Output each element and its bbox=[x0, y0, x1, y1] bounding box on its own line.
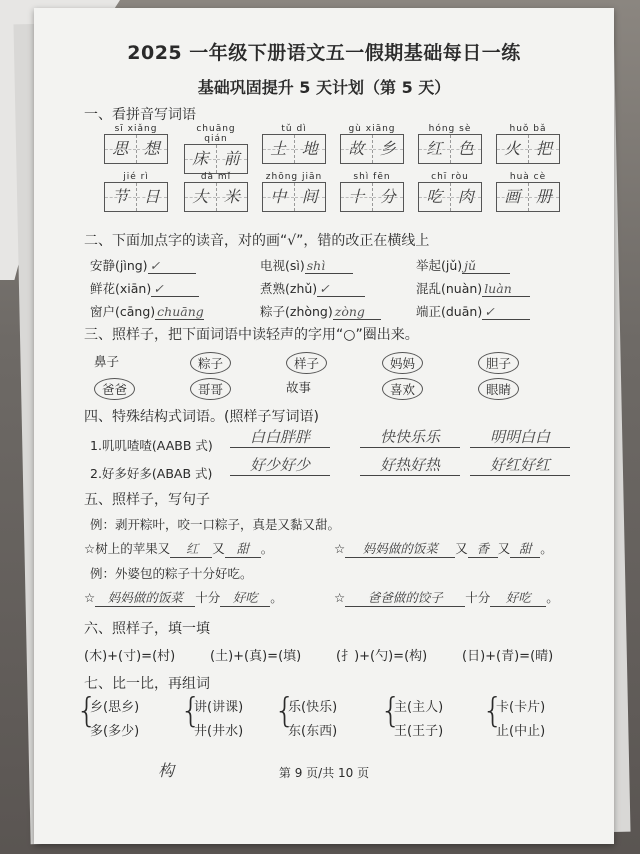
pinyin-label: chī ròu bbox=[431, 172, 469, 182]
reading-question: 鲜花(xiān) bbox=[90, 281, 152, 296]
s5-blank[interactable]: 甜 bbox=[510, 539, 540, 558]
reading-answer[interactable]: ✓ bbox=[151, 281, 199, 297]
writing-box[interactable] bbox=[496, 182, 560, 212]
character-cell[interactable]: 肉 bbox=[450, 183, 482, 211]
compare-word[interactable]: 东(东西) bbox=[288, 724, 338, 739]
word-option[interactable]: 爸爸 bbox=[94, 378, 135, 400]
pinyin-label: hóng sè bbox=[428, 124, 472, 134]
s5-blank[interactable]: 爸爸做的饺子 bbox=[345, 588, 465, 607]
pinyin-item bbox=[496, 172, 560, 212]
pinyin-item bbox=[418, 172, 482, 212]
reading-item bbox=[90, 302, 204, 320]
reading-question: 混乱(nuàn) bbox=[416, 281, 483, 296]
writing-box[interactable] bbox=[418, 134, 482, 164]
pinyin-item bbox=[104, 172, 168, 212]
pinyin-item bbox=[184, 172, 248, 212]
character-cell[interactable]: 思 bbox=[105, 135, 136, 163]
section7-heading: 七、比一比，再组词 bbox=[84, 676, 210, 692]
pinyin-item bbox=[418, 124, 482, 164]
s5-sentence-4: ☆ 爸爸做的饺子 十分 好吃 。 bbox=[334, 590, 559, 605]
character-cell[interactable]: 画 bbox=[497, 183, 528, 211]
worksheet-page bbox=[34, 8, 614, 844]
writing-box[interactable] bbox=[104, 182, 168, 212]
pinyin-label: huà cè bbox=[509, 172, 547, 182]
page-title: 2025 一年级下册语文五一假期基础每日一练 bbox=[127, 42, 521, 64]
s6-item: (木)+(寸)=(村) bbox=[84, 649, 176, 664]
word-option[interactable]: 粽子 bbox=[190, 352, 231, 374]
pinyin-label: tǔ dì bbox=[281, 124, 307, 134]
brace-glyph: { bbox=[76, 691, 98, 731]
writing-box[interactable] bbox=[418, 182, 482, 212]
reading-item bbox=[416, 256, 510, 274]
pinyin-label: dà mǐ bbox=[200, 172, 232, 182]
character-cell[interactable]: 十 bbox=[341, 183, 372, 211]
s5-blank[interactable]: 红 bbox=[170, 539, 212, 558]
pinyin-item bbox=[262, 172, 326, 212]
pinyin-label: sī xiǎng bbox=[114, 124, 158, 134]
reading-answer[interactable]: ✓ bbox=[482, 304, 530, 320]
word-option[interactable]: 眼睛 bbox=[478, 378, 519, 400]
s4-answer[interactable]: 快快乐乐 bbox=[360, 426, 460, 448]
s4-answer[interactable]: 白白胖胖 bbox=[230, 426, 330, 448]
s4-q2-label: 2.好多好多(ABAB 式) bbox=[90, 466, 213, 481]
pinyin-item bbox=[262, 124, 326, 164]
s5-sentence-3: ☆ 妈妈做的饭菜 十分 好吃 。 bbox=[84, 590, 283, 605]
reading-question: 窗户(cāng) bbox=[90, 304, 156, 319]
compare-word[interactable]: 乐(快乐) bbox=[288, 700, 338, 715]
page-footer: 第 9 页/共 10 页 bbox=[278, 766, 370, 780]
word-option[interactable]: 胆子 bbox=[478, 352, 519, 374]
writing-box[interactable] bbox=[496, 134, 560, 164]
character-cell[interactable]: 中 bbox=[263, 183, 294, 211]
compare-word[interactable]: 井(井水) bbox=[194, 724, 244, 739]
reading-answer[interactable]: luàn bbox=[482, 281, 530, 297]
reading-question: 端正(duān) bbox=[416, 304, 483, 319]
s5-blank[interactable]: 妈妈做的饭菜 bbox=[95, 588, 195, 607]
character-cell[interactable]: 乡 bbox=[372, 135, 404, 163]
reading-question: 安静(jìng) bbox=[90, 258, 148, 273]
word-option[interactable]: 故事 bbox=[286, 380, 312, 395]
writing-box[interactable] bbox=[184, 182, 248, 212]
pinyin-label: huǒ bǎ bbox=[509, 124, 547, 134]
s6-item: (扌)+(勺)=(构) bbox=[336, 649, 428, 664]
reading-item bbox=[416, 302, 530, 320]
character-cell[interactable]: 间 bbox=[294, 183, 326, 211]
character-cell[interactable]: 把 bbox=[528, 135, 560, 163]
word-option[interactable]: 哥哥 bbox=[190, 378, 231, 400]
s5-blank[interactable]: 香 bbox=[468, 539, 498, 558]
compare-word[interactable]: 乡(思乡) bbox=[90, 700, 140, 715]
brace-glyph: { bbox=[274, 691, 296, 731]
character-cell[interactable]: 土 bbox=[263, 135, 294, 163]
writing-box[interactable] bbox=[262, 134, 326, 164]
character-cell[interactable]: 册 bbox=[528, 183, 560, 211]
character-cell[interactable]: 床 bbox=[185, 145, 216, 173]
character-cell[interactable]: 分 bbox=[372, 183, 404, 211]
section5-heading: 五、照样子，写句子 bbox=[84, 492, 210, 508]
character-cell[interactable]: 日 bbox=[136, 183, 168, 211]
compare-word[interactable]: 王(王子) bbox=[394, 724, 444, 739]
reading-answer[interactable]: ✓ bbox=[317, 281, 365, 297]
reading-question: 粽子(zhòng) bbox=[260, 304, 333, 319]
word-option[interactable]: 喜欢 bbox=[382, 378, 423, 400]
section2-heading: 二、下面加点字的读音，对的画“√”，错的改正在横线上 bbox=[84, 233, 430, 249]
character-cell[interactable]: 节 bbox=[105, 183, 136, 211]
compare-word[interactable]: 主(主人) bbox=[394, 700, 444, 715]
reading-answer[interactable]: chuāng bbox=[157, 304, 204, 319]
character-cell[interactable]: 色 bbox=[450, 135, 482, 163]
reading-item bbox=[260, 302, 381, 320]
scribble-text: 构 bbox=[158, 761, 175, 780]
section4-heading: 四、特殊结构式词语。(照样子写词语) bbox=[84, 409, 319, 425]
brace-glyph: { bbox=[180, 691, 202, 731]
s5-sentence-2: ☆ 妈妈做的饭菜 又 香 又 甜 。 bbox=[334, 541, 553, 556]
word-option[interactable]: 鼻子 bbox=[94, 354, 120, 369]
s5-sentence-1: ☆树上的苹果又 红 又 甜 。 bbox=[84, 541, 274, 556]
character-cell[interactable]: 红 bbox=[419, 135, 450, 163]
brace-glyph: { bbox=[482, 691, 504, 731]
reading-answer[interactable]: shì bbox=[305, 258, 353, 274]
s5-example-2: 例：外婆包的粽子十分好吃。 bbox=[90, 566, 253, 581]
s4-q1-label: 1.叽叽喳喳(AABB 式) bbox=[90, 438, 213, 453]
s4-answer[interactable]: 明明白白 bbox=[470, 426, 570, 448]
s5-blank[interactable]: 妈妈做的饭菜 bbox=[345, 539, 455, 558]
writing-box[interactable] bbox=[262, 182, 326, 212]
s4-answer[interactable]: 好红好红 bbox=[470, 454, 570, 476]
reading-question: 煮熟(zhǔ) bbox=[260, 281, 318, 296]
s6-item: (日)+(青)=(晴) bbox=[462, 649, 554, 664]
compare-word[interactable]: 止(中止) bbox=[496, 724, 546, 739]
compare-word[interactable]: 讲(讲课) bbox=[194, 700, 244, 715]
pinyin-item bbox=[104, 124, 168, 164]
character-cell[interactable]: 想 bbox=[136, 135, 168, 163]
writing-box[interactable] bbox=[340, 182, 404, 212]
pinyin-item bbox=[184, 124, 248, 174]
reading-item bbox=[90, 256, 196, 274]
character-cell[interactable]: 米 bbox=[216, 183, 248, 211]
reading-item bbox=[416, 279, 530, 297]
reading-item bbox=[260, 256, 353, 274]
compare-word[interactable]: 多(多少) bbox=[90, 724, 140, 739]
pinyin-label: gù xiāng bbox=[348, 124, 396, 134]
s6-item: (土)+(真)=(填) bbox=[210, 649, 302, 664]
reading-item bbox=[90, 279, 199, 297]
section3-heading: 三、照样子，把下面词语中读轻声的字用“○”圈出来。 bbox=[84, 327, 419, 343]
character-cell[interactable]: 地 bbox=[294, 135, 326, 163]
pinyin-item bbox=[340, 172, 404, 212]
word-option[interactable]: 样子 bbox=[286, 352, 327, 374]
reading-item bbox=[260, 279, 365, 297]
s5-blank[interactable]: 好吃 bbox=[490, 588, 546, 607]
writing-box[interactable] bbox=[104, 134, 168, 164]
reading-answer[interactable]: zòng bbox=[333, 304, 381, 320]
word-option[interactable]: 妈妈 bbox=[382, 352, 423, 374]
section1-heading: 一、看拼音写词语 bbox=[84, 107, 196, 123]
pinyin-item bbox=[340, 124, 404, 164]
s5-blank[interactable]: 好吃 bbox=[220, 588, 270, 607]
reading-answer[interactable]: ✓ bbox=[148, 258, 196, 274]
s5-example-1: 例：剥开粽叶，咬一口粽子，真是又黏又甜。 bbox=[90, 517, 341, 532]
s4-answer[interactable]: 好少好少 bbox=[230, 454, 330, 476]
pinyin-label: jié rì bbox=[123, 172, 149, 182]
page-subtitle: 基础巩固提升 5 天计划（第 5 天） bbox=[197, 78, 451, 97]
character-cell[interactable]: 大 bbox=[185, 183, 216, 211]
character-cell[interactable]: 吃 bbox=[419, 183, 450, 211]
pinyin-label: zhōng jiān bbox=[265, 172, 323, 182]
section6-heading: 六、照样子，填一填 bbox=[84, 621, 210, 637]
character-cell[interactable]: 故 bbox=[341, 135, 372, 163]
reading-question: 举起(jǔ) bbox=[416, 258, 463, 273]
pinyin-item bbox=[496, 124, 560, 164]
brace-glyph: { bbox=[380, 691, 402, 731]
pinyin-label: chuāng qián bbox=[196, 124, 236, 144]
s5-blank[interactable]: 甜 bbox=[225, 539, 261, 558]
writing-box[interactable] bbox=[340, 134, 404, 164]
pinyin-label: shì fēn bbox=[353, 172, 391, 182]
compare-word[interactable]: 卡(卡片) bbox=[496, 700, 546, 715]
s4-answer[interactable]: 好热好热 bbox=[360, 454, 460, 476]
writing-box[interactable] bbox=[184, 144, 248, 174]
character-cell[interactable]: 火 bbox=[497, 135, 528, 163]
reading-question: 电视(sì) bbox=[260, 258, 305, 273]
reading-answer[interactable]: jǔ bbox=[462, 258, 510, 274]
character-cell[interactable]: 前 bbox=[216, 145, 248, 173]
